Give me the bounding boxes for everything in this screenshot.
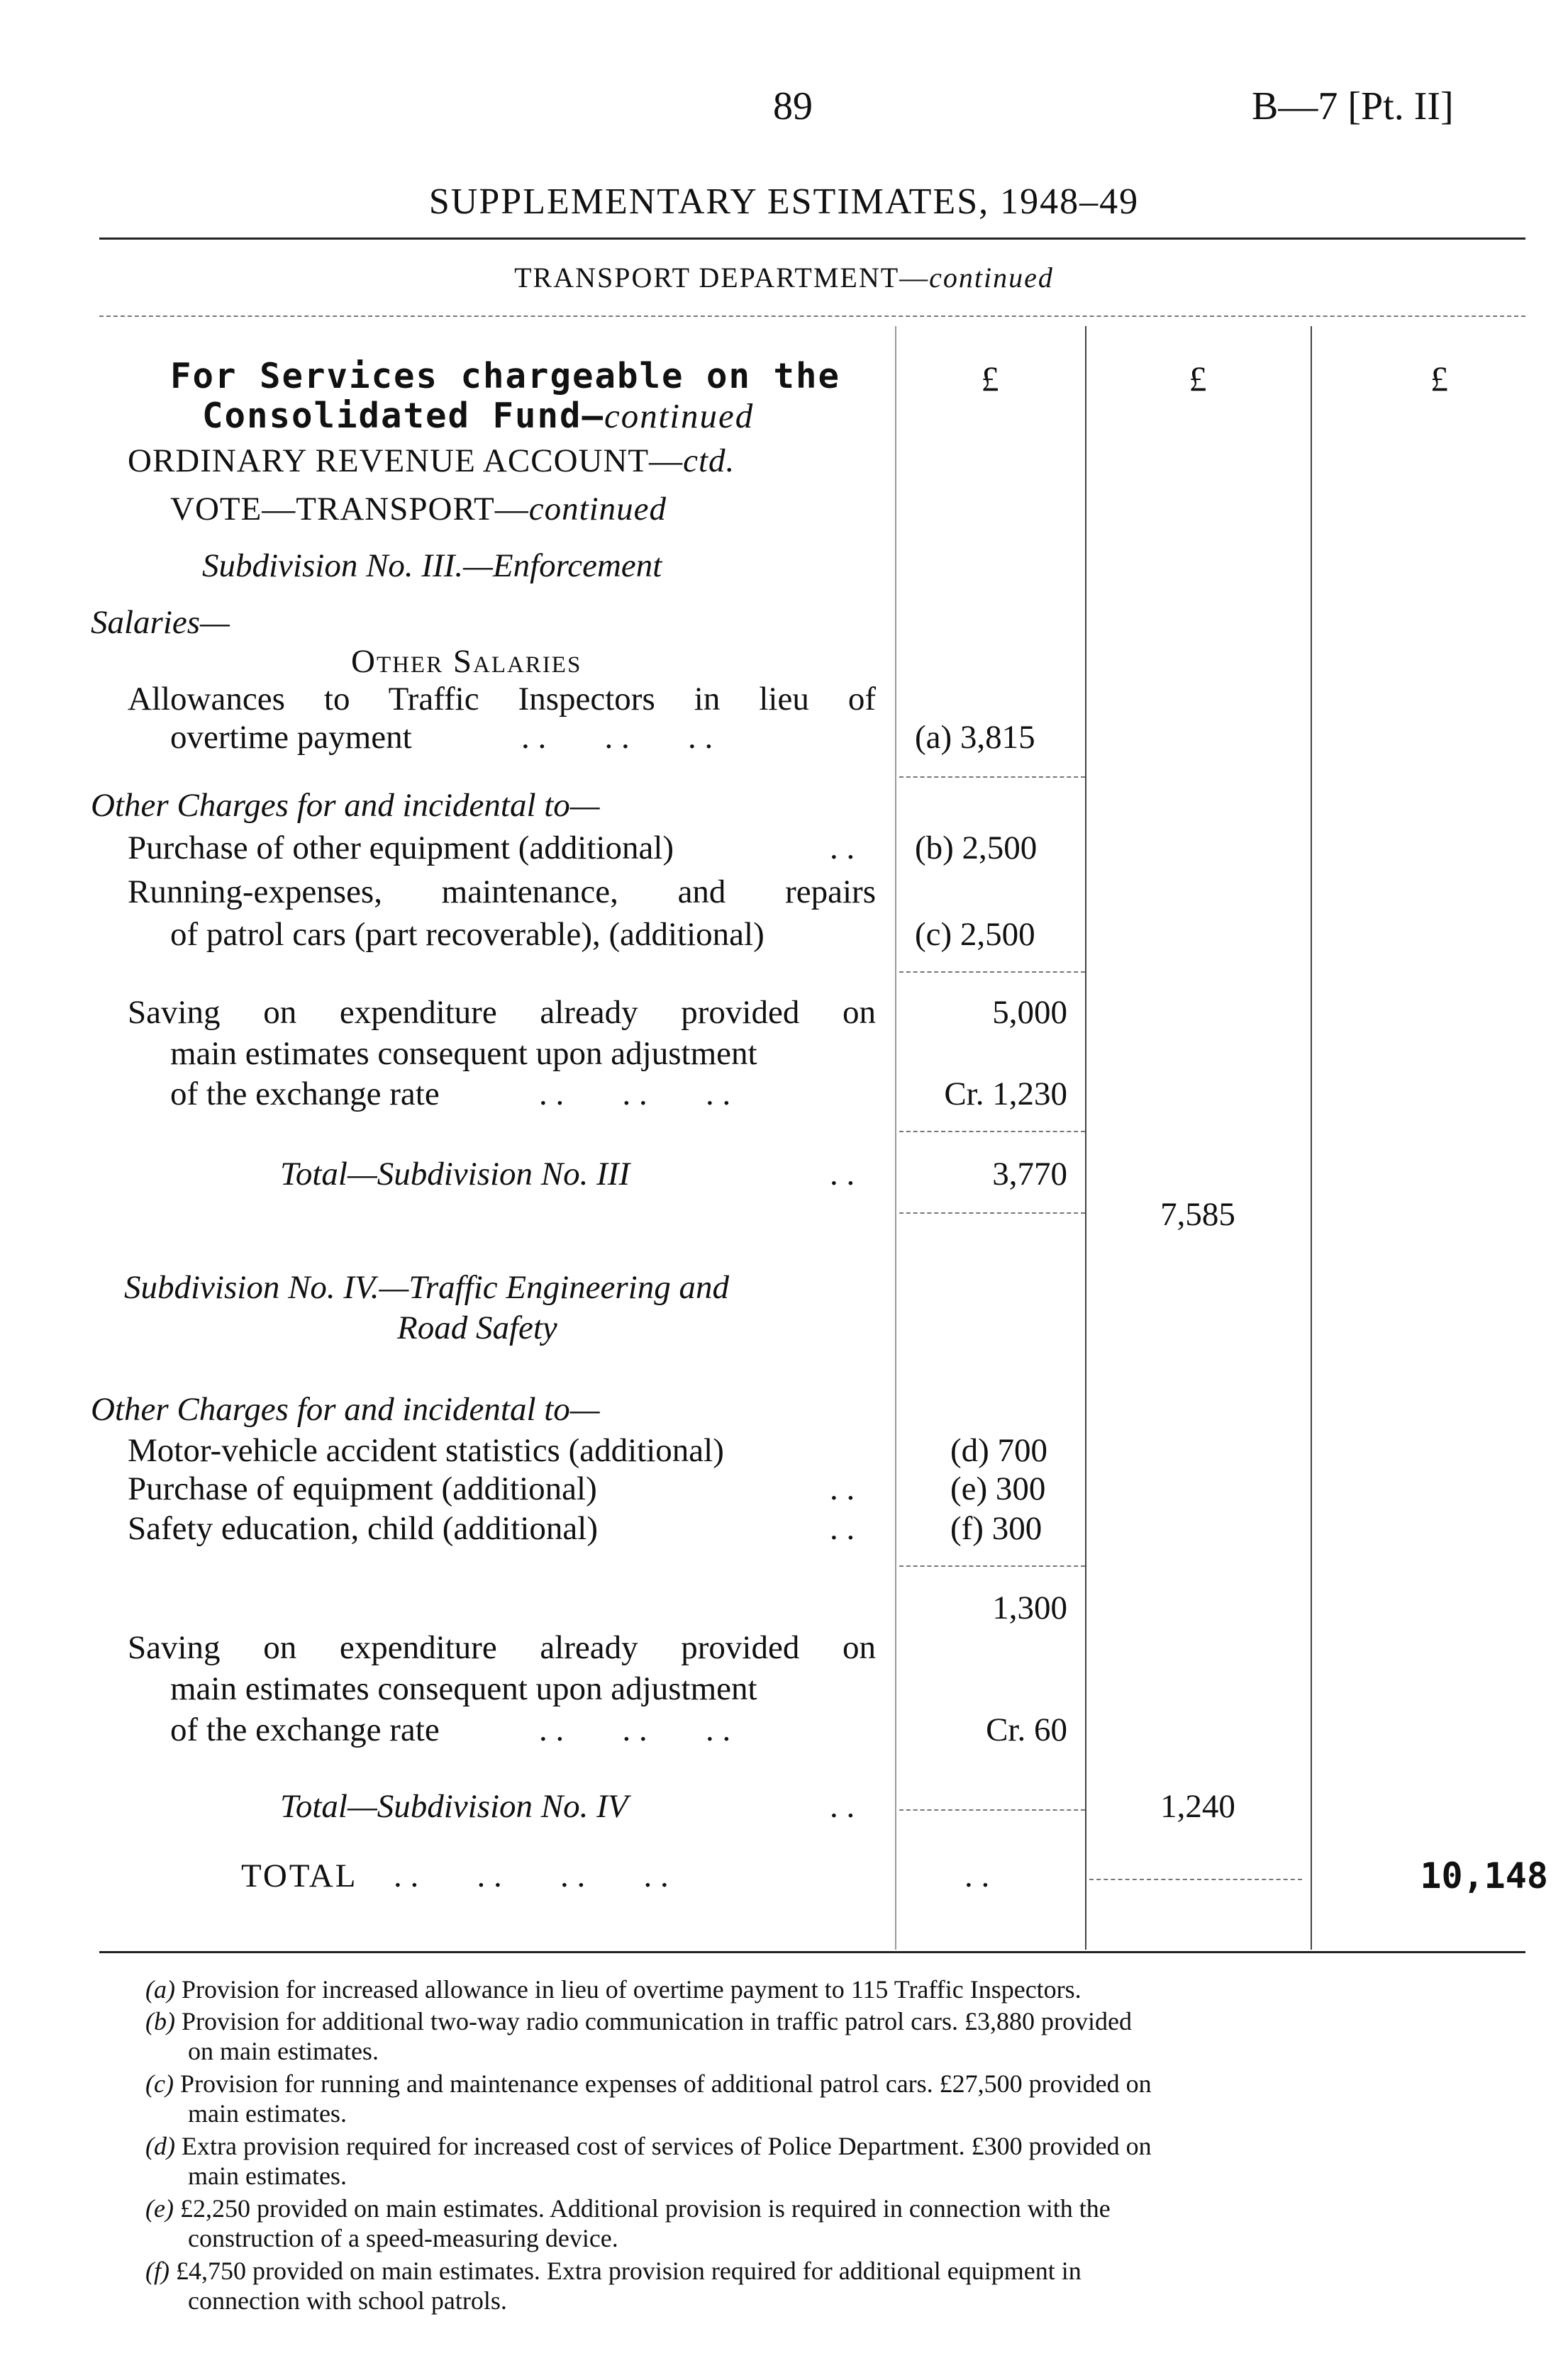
subdivision-3-column-total: 7,585	[1160, 1196, 1235, 1233]
saving-4-leader: . . . . . .	[539, 1711, 731, 1748]
total-subdivision-3-label: Total—Subdivision No. III	[280, 1156, 630, 1192]
page-title: SUPPLEMENTARY ESTIMATES, 1948–49	[428, 181, 1140, 222]
total-3-leader: . .	[830, 1156, 855, 1192]
running-expenses-amount: (c) 2,500	[915, 916, 1035, 953]
subdivision-3-heading: Subdivision No. III.—Enforcement	[202, 547, 662, 584]
column-header-3: £	[1430, 359, 1448, 398]
footnote-rule	[99, 1951, 1525, 1953]
rule-after-running	[899, 971, 1085, 973]
purchase-of-equipment: Purchase of equipment (additional)	[128, 1470, 597, 1507]
saving-4-line2: main estimates consequent upon adjustment	[170, 1670, 757, 1707]
rule-after-saving-3	[899, 1131, 1085, 1132]
title-rule	[99, 238, 1525, 240]
account-heading: ORDINARY REVENUE ACCOUNT—ctd.	[128, 442, 735, 479]
total-4-leader: . .	[830, 1788, 855, 1825]
services-heading-line1: For Services chargeable on the	[170, 356, 841, 396]
safety-leader: . .	[830, 1510, 855, 1547]
allowances-amount: (a) 3,815	[915, 719, 1035, 756]
footnote-f: (f) £4,750 provided on main estimates. Extra provision required for additional equipment in connection with school patrols.	[145, 2257, 1082, 2315]
rule-total-4-col1	[899, 1809, 1085, 1811]
page-reference: B—7 [Pt. II]	[1252, 84, 1454, 128]
footnote-c: (c) Provision for running and maintenance expenses of additional patrol cars. £27,500 provided on main estimates.	[145, 2069, 1152, 2128]
rule-after-total-3	[899, 1212, 1085, 1214]
saving-3-amount: Cr. 1,230	[944, 1076, 1067, 1112]
department-heading: TRANSPORT DEPARTMENT—continued	[514, 262, 1054, 294]
safety-education: Safety education, child (additional)	[128, 1510, 599, 1547]
footnote-a: (a) Provision for increased allowance in lieu of overtime payment to 115 Traffic Inspectors.	[145, 1975, 1082, 2004]
rule-after-safety	[899, 1565, 1085, 1567]
saving-4-line1: Saving on expenditure already provided on	[128, 1629, 876, 1666]
column-rule-3	[1311, 326, 1312, 1950]
grand-total-amount: 10,148	[1420, 1855, 1548, 1896]
safety-amount: (f) 300	[950, 1510, 1042, 1547]
running-expenses-line2: of patrol cars (part recoverable), (additional)	[170, 916, 764, 953]
column-rule-1	[895, 326, 896, 1950]
subtotal-3: 5,000	[992, 994, 1067, 1031]
other-charges-label-3: Other Charges for and incidental to—	[91, 787, 600, 824]
equipment-amount: (e) 300	[950, 1470, 1046, 1507]
footnote-e: (e) £2,250 provided on main estimates. Additional provision is required in connection with the construction of a speed-measuring device.	[145, 2194, 1111, 2252]
saving-3-line3: of the exchange rate	[170, 1076, 440, 1112]
grand-total-leader: . . . . . . . .	[394, 1857, 669, 1894]
column-header-1: £	[981, 359, 999, 398]
saving-3-line2: main estimates consequent upon adjustment	[170, 1035, 757, 1072]
purchase-amount: (b) 2,500	[915, 829, 1038, 866]
purchase-leader: . .	[830, 829, 855, 866]
saving-3-line1: Saving on expenditure already provided on	[128, 994, 876, 1031]
motor-vehicle-amount: (d) 700	[950, 1432, 1048, 1469]
grand-total-col1-leader: . .	[964, 1857, 990, 1894]
running-expenses-line1: Running-expenses, maintenance, and repairs	[128, 873, 876, 910]
header-dashed-rule	[99, 315, 1525, 317]
allowances-line2: overtime payment	[170, 719, 412, 756]
grand-total-label: TOTAL	[241, 1857, 358, 1894]
other-salaries-label: Other Salaries	[351, 643, 582, 680]
footnote-d: (d) Extra provision required for increased cost of services of Police Department. £300 provided on main estimates.	[145, 2132, 1152, 2190]
salaries-label: Salaries—	[91, 604, 230, 641]
page-number: 89	[773, 84, 813, 128]
saving-4-amount: Cr. 60	[986, 1711, 1067, 1748]
vote-heading: VOTE—TRANSPORT—continued	[170, 491, 667, 527]
column-header-2: £	[1189, 359, 1207, 398]
subtotal-4: 1,300	[992, 1590, 1067, 1626]
other-charges-label-4: Other Charges for and incidental to—	[91, 1391, 600, 1428]
allowances-leader: . . . . . .	[521, 719, 713, 756]
column-rule-2	[1085, 326, 1086, 1950]
total-subdivision-3-amount: 3,770	[992, 1156, 1067, 1192]
footnote-b: (b) Provision for additional two-way radio communication in traffic patrol cars. £3,880 provided on main estimates.	[145, 2007, 1132, 2065]
services-heading-line2: Consolidated Fund—continued	[202, 396, 755, 436]
motor-vehicle-statistics: Motor-vehicle accident statistics (additional)	[128, 1432, 724, 1469]
equipment-leader: . .	[830, 1470, 855, 1507]
subdivision-4-heading-line2: Road Safety	[397, 1309, 557, 1346]
subdivision-4-column-total: 1,240	[1160, 1788, 1235, 1825]
allowances-line1: Allowances to Traffic Inspectors in lieu of	[128, 681, 876, 717]
purchase-other-equipment: Purchase of other equipment (additional)	[128, 829, 674, 866]
saving-4-line3: of the exchange rate	[170, 1711, 440, 1748]
saving-3-leader: . . . . . .	[539, 1076, 731, 1112]
subdivision-4-heading-line1: Subdivision No. IV.—Traffic Engineering and	[124, 1269, 729, 1306]
rule-after-allowances	[899, 776, 1085, 778]
rule-grand-total-col2	[1089, 1879, 1302, 1880]
total-subdivision-4-label: Total—Subdivision No. IV	[280, 1788, 628, 1825]
